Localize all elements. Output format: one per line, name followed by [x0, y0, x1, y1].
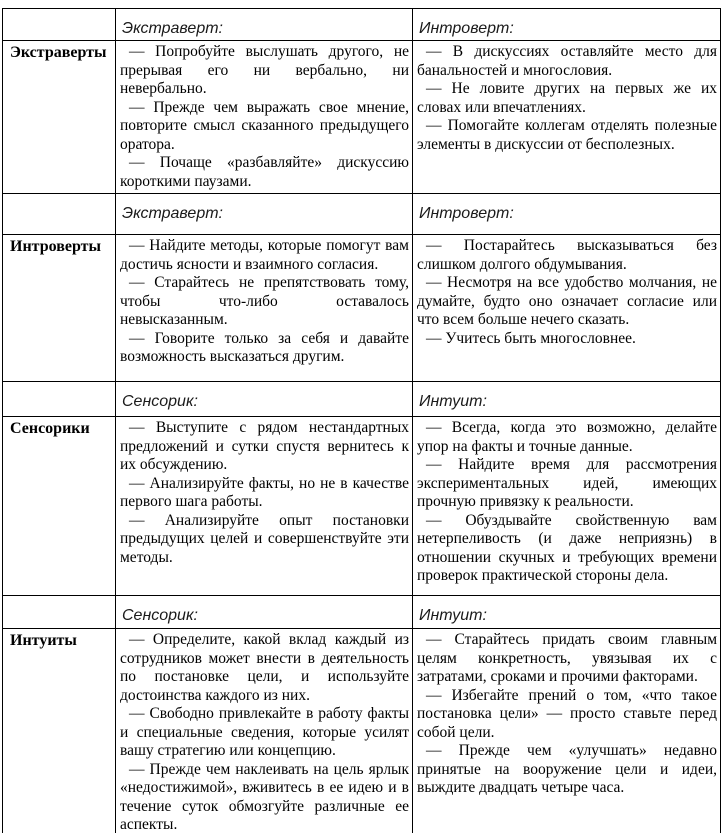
row-label-extraverts: Экстраверты	[3, 41, 116, 194]
advice-item: — Анализируйте факты, но не в качестве первого шага работы.	[120, 474, 409, 510]
advice-item: — Избегайте прений о том, «что такое постановка цели» — просто ставьте перед собой цели.	[417, 686, 717, 741]
table-row	[3, 41, 721, 194]
advice-item: — Найдите методы, которые помогут вам достичь ясности и взаимного согласия.	[120, 237, 409, 273]
advice-item: — Старайтесь придать своим главным целям конкретность, увязывая их с затратами, сроками и прочими факторами.	[417, 631, 717, 685]
column-header-extravert: Экстраверт:	[116, 9, 413, 41]
advice-cell	[413, 629, 721, 833]
advice-cell	[116, 417, 413, 596]
column-header-sensor: Сенсорик:	[116, 382, 413, 417]
empty-cell	[3, 382, 116, 417]
advice-cell	[413, 41, 721, 194]
advice-item: — Прежде чем «улучшать» недавно принятые на вооружение цели и идеи, выждите двадцать четыре часа.	[417, 742, 717, 796]
column-header-intuit: Интуит:	[413, 382, 721, 417]
advice-item: — Прежде чем выражать свое мнение, повторите смысл сказанного предыдущего оратора.	[120, 98, 409, 153]
column-header-introvert: Интроверт:	[413, 194, 721, 235]
row-label-intuits: Интуиты	[3, 629, 116, 833]
advice-item: — Выступите с рядом нестандартных предложений и сутки спустя вернитесь к их обсуждению.	[120, 419, 409, 473]
empty-cell	[3, 194, 116, 235]
advice-item: — Старайтесь не препятствовать тому, чтобы что-либо оставалось невысказанным.	[120, 274, 409, 328]
header-row-4	[3, 596, 721, 629]
advice-item: — Определите, какой вклад каждый из сотрудников может внести в деятельность по постановке цели, и используйте достоинства каждого из них.	[120, 631, 409, 704]
empty-cell	[3, 596, 116, 629]
row-label-introverts: Интроверты	[3, 235, 116, 382]
advice-item: — Несмотря на все удобство молчания, не думайте, будто оно означает согласие или что всем больше нечего сказать.	[417, 274, 717, 328]
advice-item: — Постарайтесь высказываться без слишком долгого обдумывания.	[417, 237, 717, 273]
row-label-sensors: Сенсорики	[3, 417, 116, 596]
advice-item: — Найдите время для рассмотрения экспериментальных идей, имеющих прочную привязку к реальности.	[417, 456, 717, 510]
advice-item: — Говорите только за себя и давайте возможность высказаться другим.	[120, 329, 409, 365]
advice-item: — Всегда, когда это возможно, делайте упор на факты и точные данные.	[417, 419, 717, 455]
header-row-3	[3, 382, 721, 417]
advice-cell	[116, 235, 413, 382]
header-row-2	[3, 194, 721, 235]
advice-item: — Не ловите других на первых же их словах или впечатлениях.	[417, 80, 717, 116]
column-header-introvert: Интроверт:	[413, 9, 721, 41]
table-row	[3, 629, 721, 833]
column-header-sensor: Сенсорик:	[116, 596, 413, 629]
advice-item: — Обуздывайте свойственную вам нетерпеливость (и даже неприязнь) в отношении скучных и требующих времени проверок практической стороны дела.	[417, 511, 717, 584]
table-row	[3, 417, 721, 596]
advice-item: — Помогайте коллегам отделять полезные элементы в дискуссии от бесполезных.	[417, 117, 717, 153]
advice-cell	[116, 41, 413, 194]
advice-item: — Свободно привлекайте в работу факты и специальные сведения, которые усилят вашу стратегию или концепцию.	[120, 705, 409, 759]
advice-item: — Учитесь быть многословнее.	[426, 329, 636, 347]
advice-item: — Почаще «разбавляйте» дискуссию короткими паузами.	[120, 154, 409, 190]
advice-cell	[413, 417, 721, 596]
advice-item: — Попробуйте выслушать другого, не прерывая его ни вербально, ни невербально.	[120, 43, 409, 97]
advice-item: — Анализируйте опыт постановки предыдущих целей и совершенствуйте эти методы.	[120, 511, 409, 566]
advice-item: — В дискуссиях оставляйте место для банальностей и многословия.	[417, 43, 717, 79]
column-header-intuit: Интуит:	[413, 596, 721, 629]
advice-cell	[116, 629, 413, 833]
empty-corner-cell	[3, 9, 116, 41]
table-row	[3, 235, 721, 382]
advice-item: — Прежде чем наклеивать на цель ярлык «недостижимой», вживитесь в ее идею и в течение суток обмозгуйте различные ее аспекты.	[120, 760, 409, 833]
advice-table	[2, 8, 721, 833]
column-header-extravert: Экстраверт:	[116, 194, 413, 235]
header-row-1	[3, 9, 721, 41]
advice-cell	[413, 235, 721, 382]
